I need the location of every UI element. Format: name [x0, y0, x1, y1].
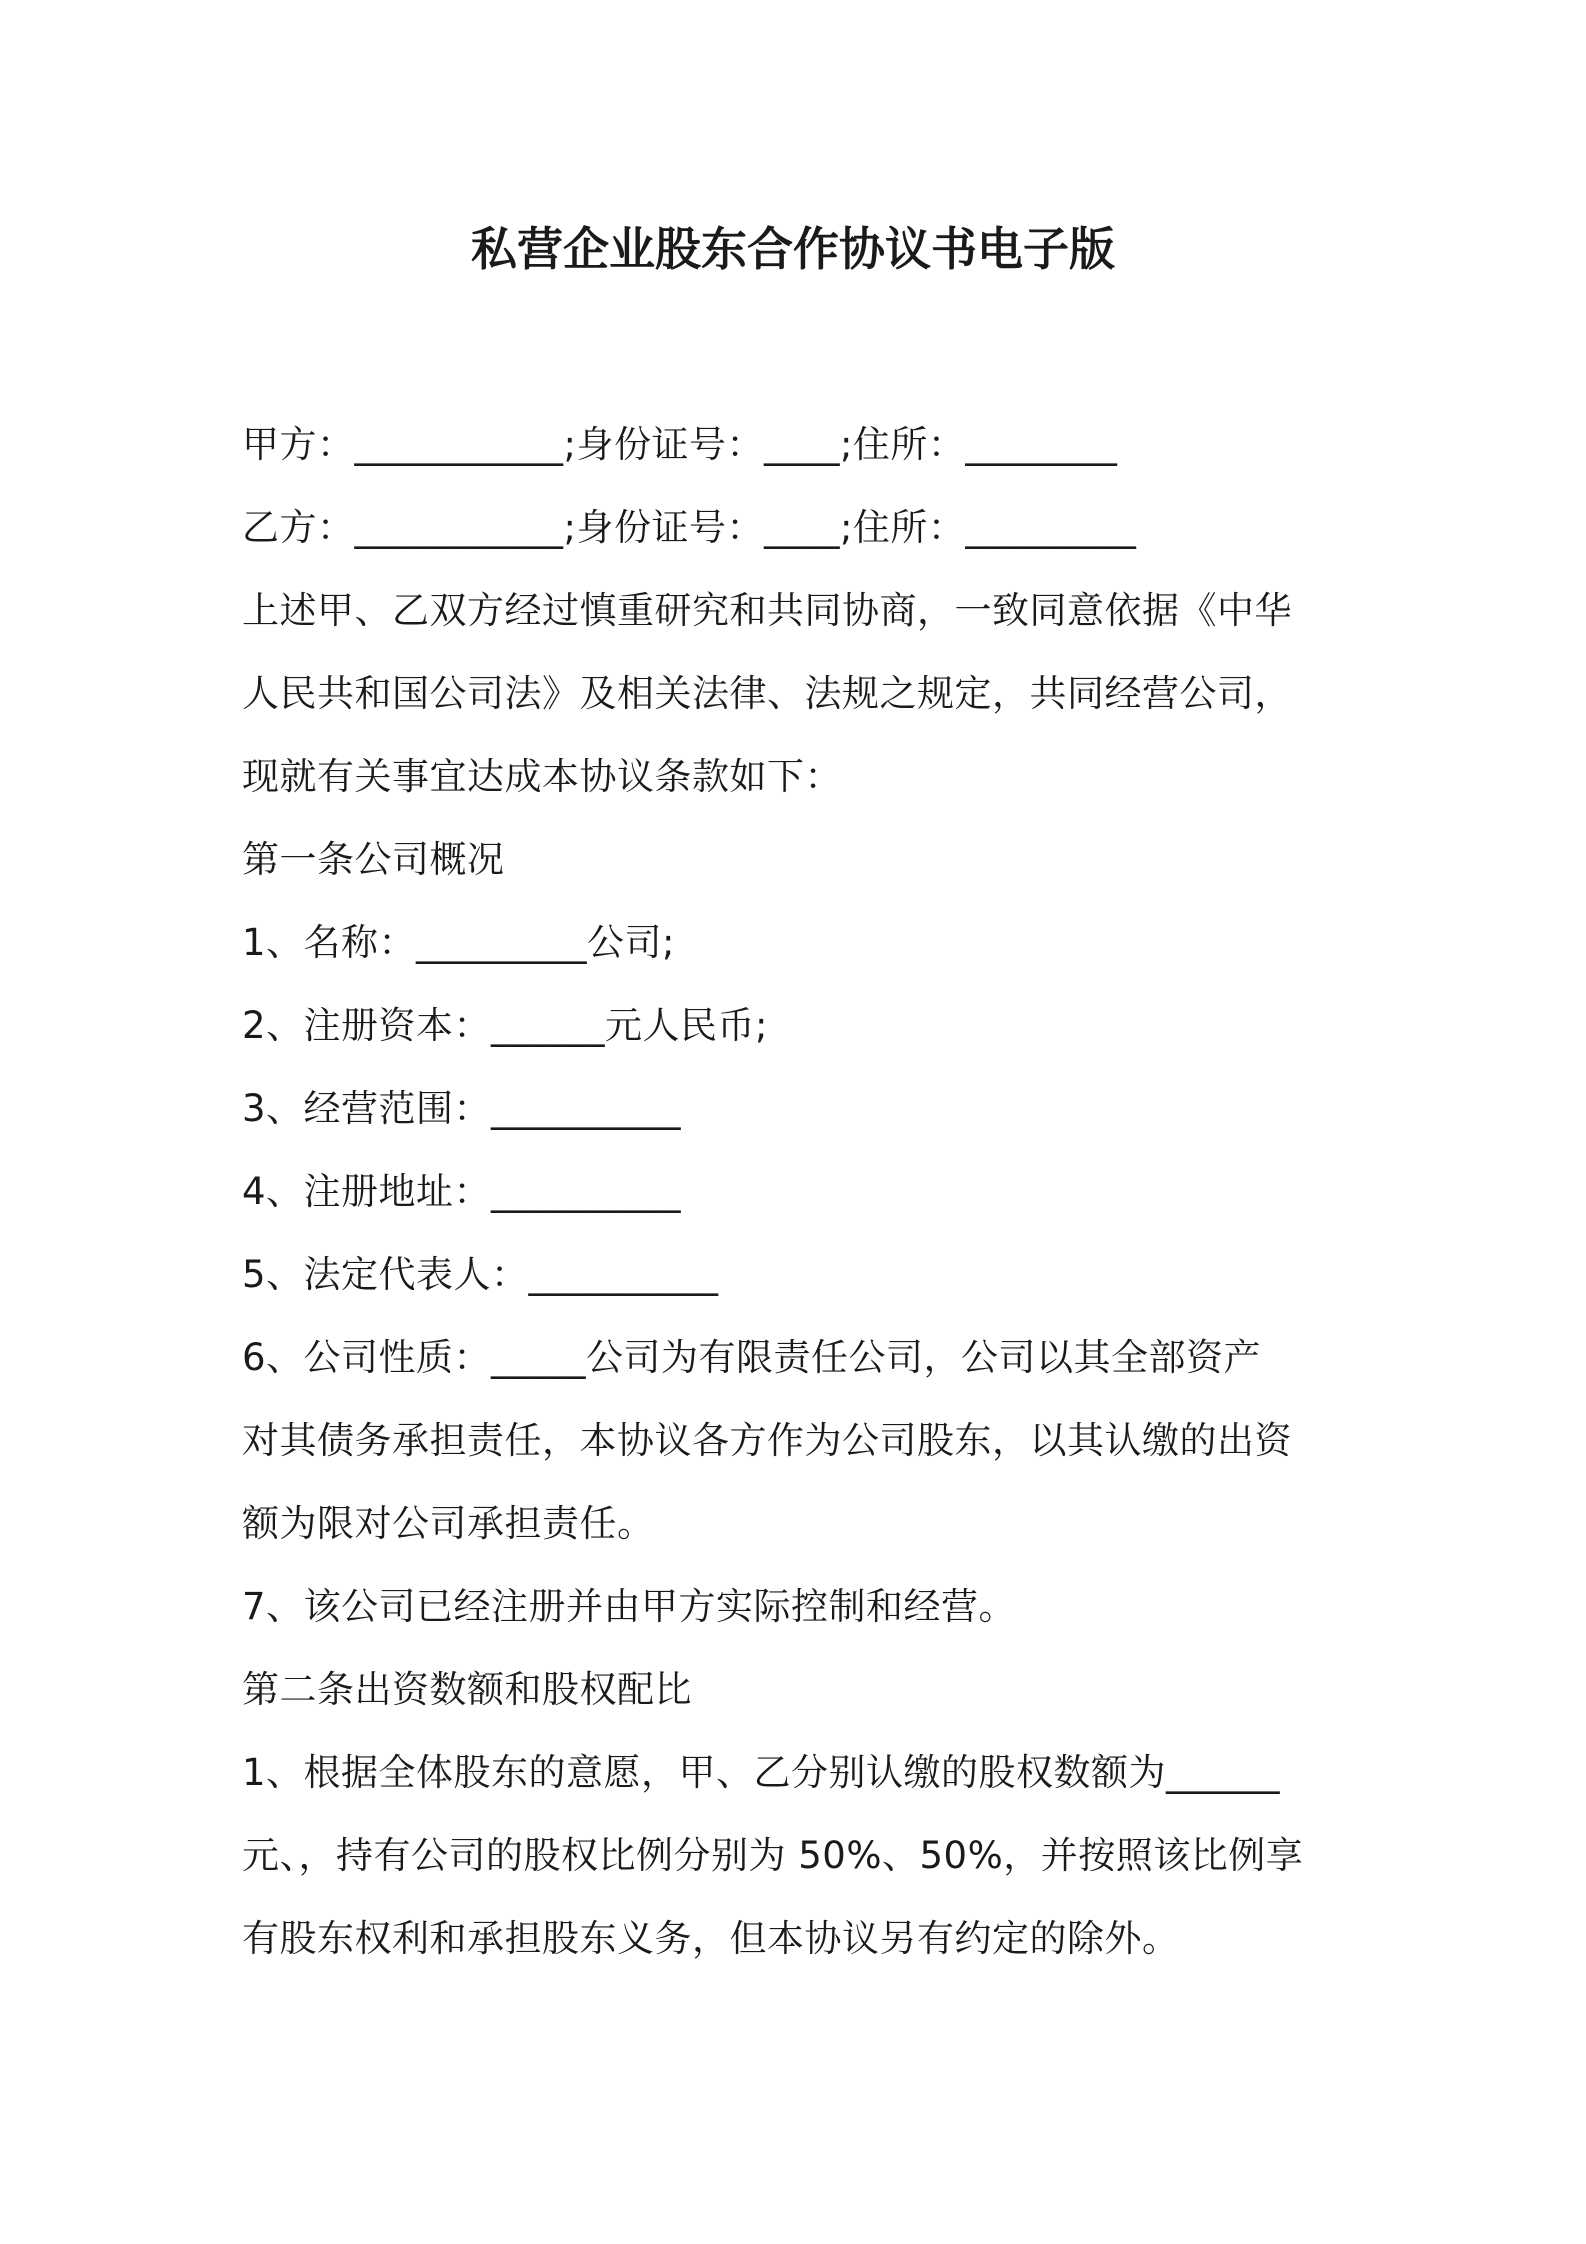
party-b-line: 乙方：___________;身份证号：____;住所：_________: [242, 506, 1137, 549]
clause-registered-address: 4、注册地址：__________: [242, 1170, 682, 1213]
article-1-heading: 第一条公司概况: [242, 838, 505, 881]
article-2-heading: 第二条出资数额和股权配比: [242, 1668, 692, 1711]
clause-equity-line-1: 1、根据全体股东的意愿，甲、乙分别认缴的股权数额为______: [242, 1751, 1281, 1794]
clause-business-scope: 3、经营范围：__________: [242, 1087, 682, 1130]
clause-equity-line-2: 元、，持有公司的股权比例分别为 50%、50%，并按照该比例享: [242, 1834, 1304, 1877]
clause-company-name: 1、名称：_________公司;: [242, 921, 676, 964]
clause-company-nature-line-3: 额为限对公司承担责任。: [242, 1502, 655, 1545]
document-title: 私营企业股东合作协议书电子版: [471, 222, 1115, 276]
document-body: [242, 403, 1362, 1980]
clause-company-registration: 7、该公司已经注册并由甲方实际控制和经营。: [242, 1585, 1017, 1628]
preamble-line-1: 上述甲、乙双方经过慎重研究和共同协商，一致同意依据《中华: [242, 589, 1292, 632]
clause-equity-line-3: 有股东权利和承担股东义务，但本协议另有约定的除外。: [242, 1917, 1180, 1960]
preamble-line-3: 现就有关事宜达成本协议条款如下：: [242, 755, 842, 798]
clause-company-nature-line-1: 6、公司性质：_____公司为有限责任公司，公司以其全部资产: [242, 1336, 1262, 1379]
preamble-line-2: 人民共和国公司法》及相关法律、法规之规定，共同经营公司，: [242, 672, 1292, 715]
party-a-line: 甲方：___________;身份证号：____;住所：________: [242, 423, 1118, 466]
clause-company-nature-line-2: 对其债务承担责任，本协议各方作为公司股东，以其认缴的出资: [242, 1419, 1292, 1462]
clause-legal-representative: 5、法定代表人：__________: [242, 1253, 719, 1296]
clause-registered-capital: 2、注册资本：______元人民币;: [242, 1004, 769, 1047]
